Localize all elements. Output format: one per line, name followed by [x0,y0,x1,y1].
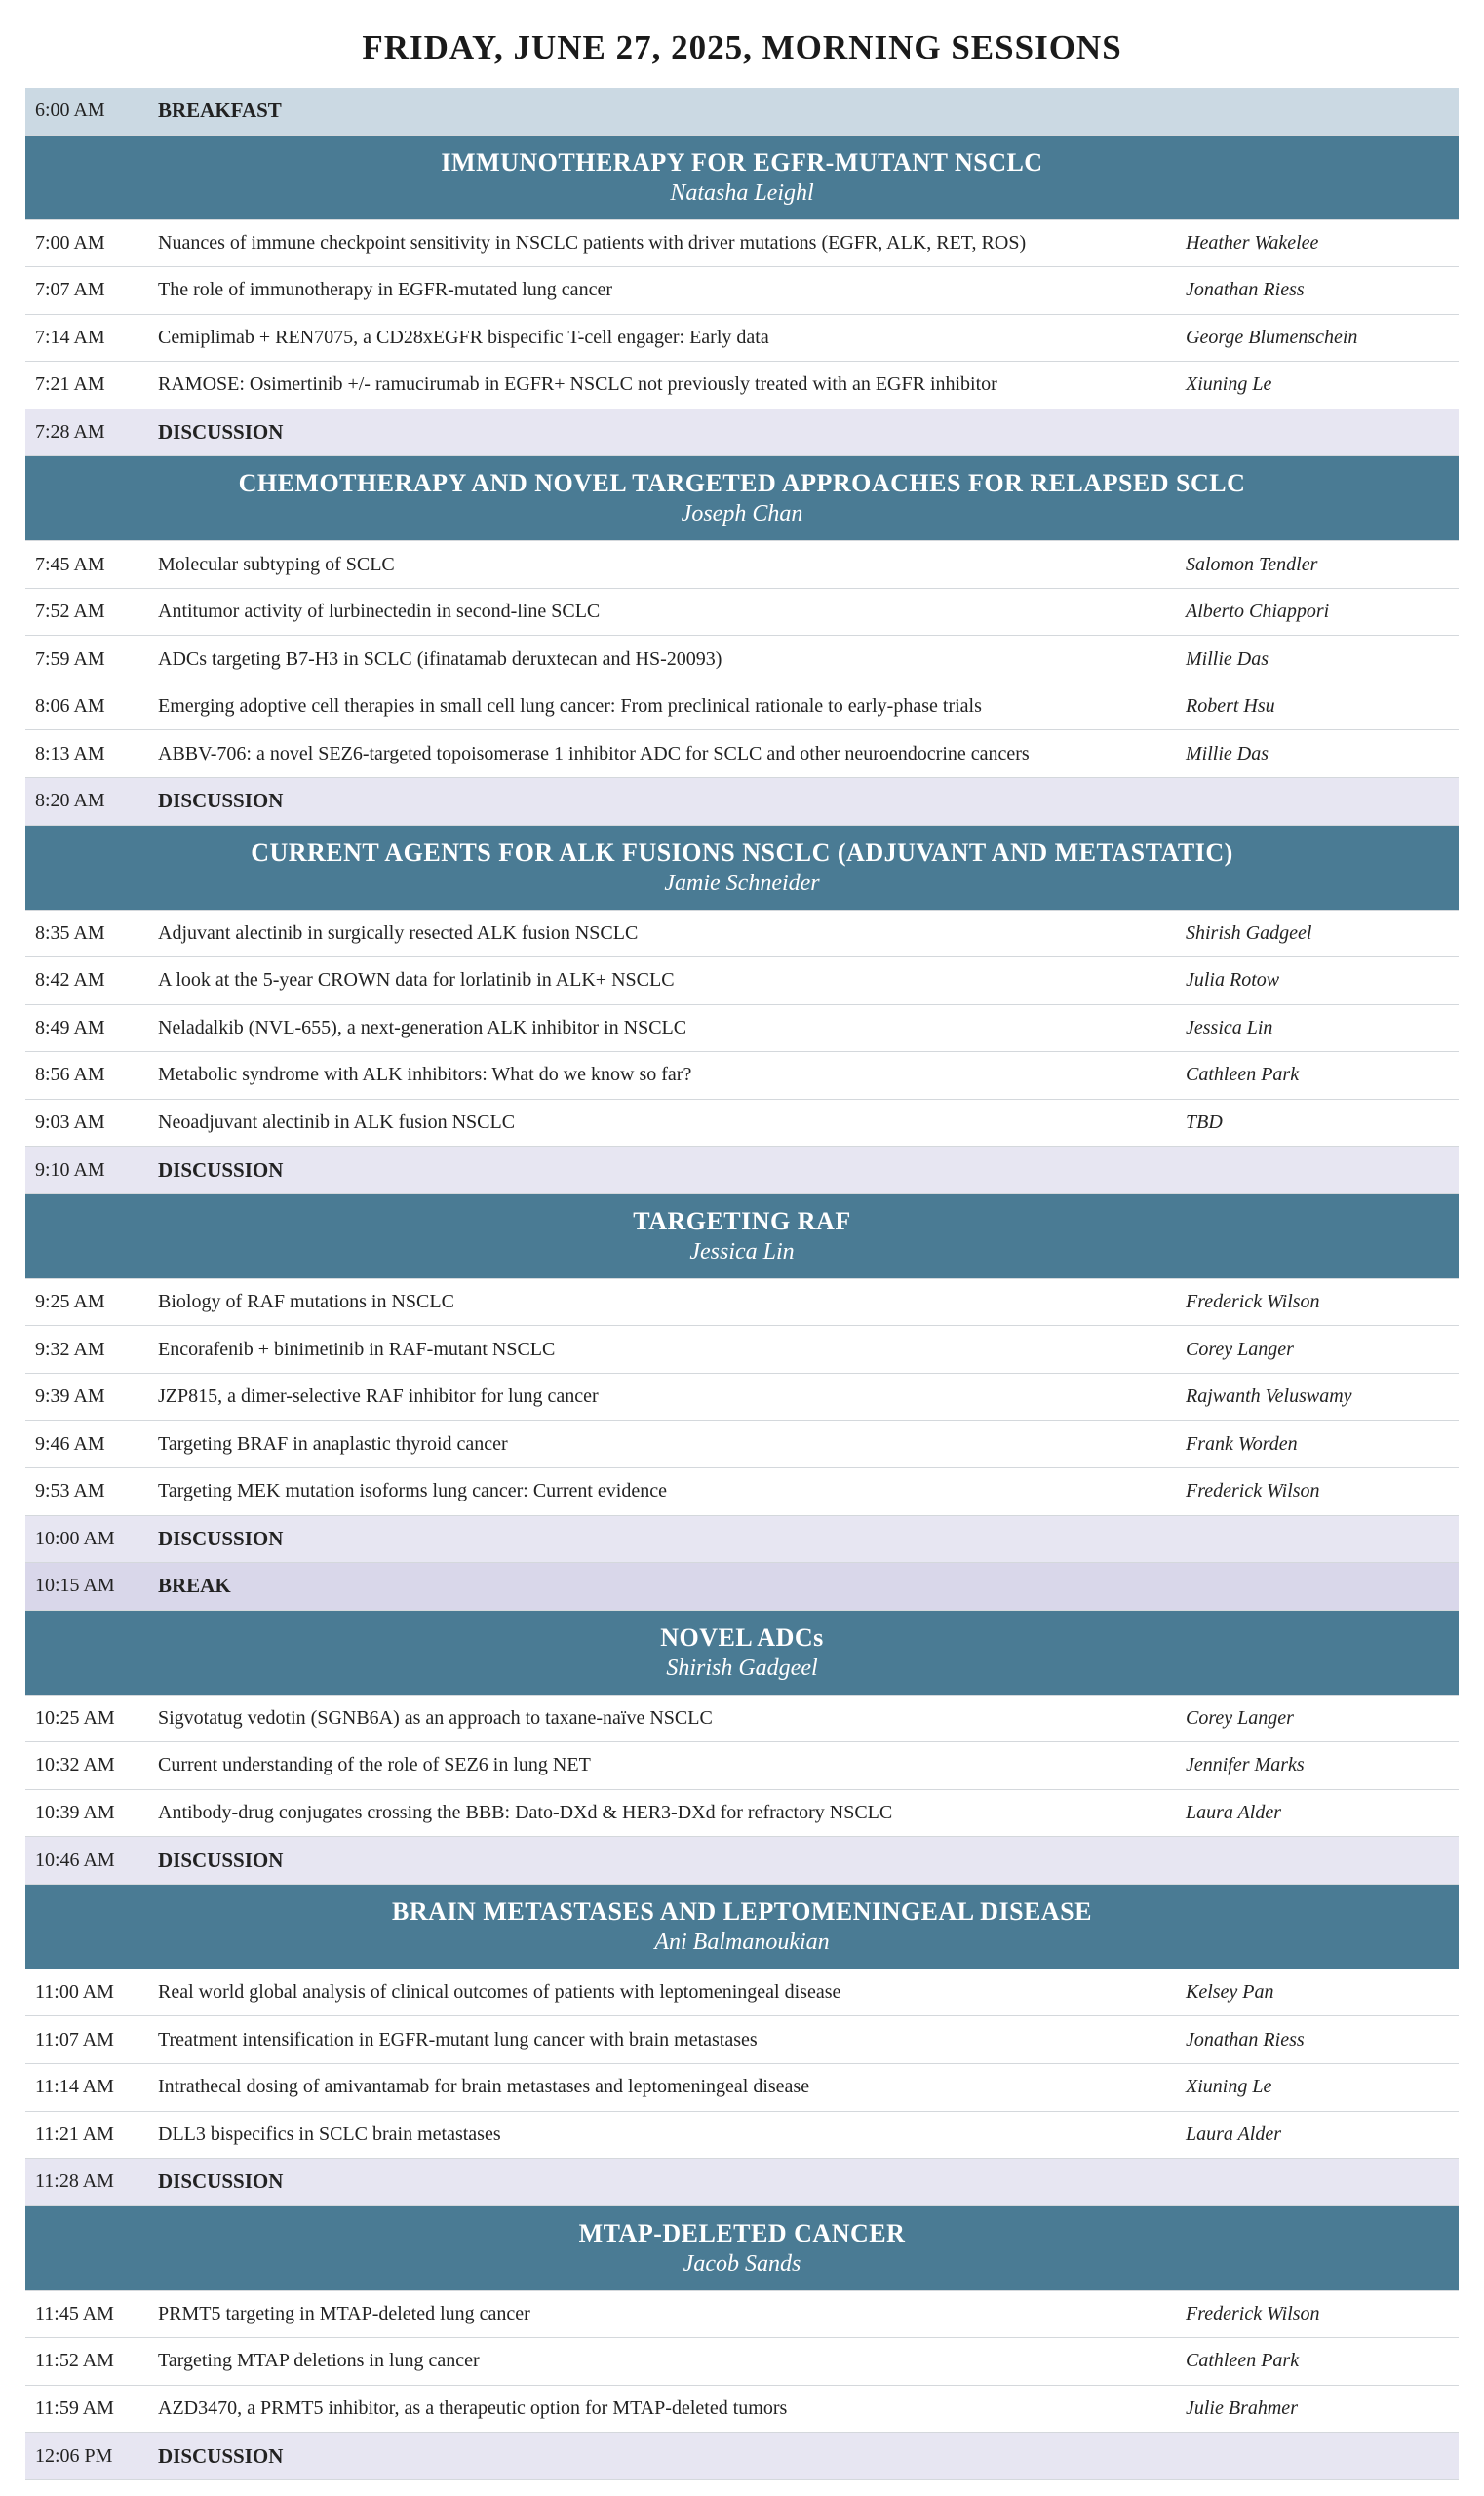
talk-row [25,636,1459,683]
talk-time: 9:46 AM [35,1432,105,1455]
session-chair: Shirish Gadgeel [666,1655,818,1681]
talk-speaker: Frederick Wilson [1186,2302,1320,2324]
discussion-time: 11:28 AM [35,2170,114,2193]
talk-title: A look at the 5-year CROWN data for lorlatinib in ALK+ NSCLC [158,969,675,992]
talk-time: 11:52 AM [35,2350,114,2372]
session-title: NOVEL ADCs [660,1622,824,1652]
discussion-time: 12:06 PM [35,2444,113,2467]
talk-speaker: Xiuning Le [1186,2076,1272,2098]
session-title: CHEMOTHERAPY AND NOVEL TARGETED APPROACHES FOR RELAPSED SCLC [238,469,1246,498]
schedule-table [25,88,1459,2480]
talk-time: 7:59 AM [35,647,105,670]
talk-time: 7:52 AM [35,601,105,623]
break-label: BREAK [158,1574,231,1598]
talk-title: Real world global analysis of clinical outcomes of patients with leptomeningeal disease [158,1981,841,2004]
talk-speaker: Frederick Wilson [1186,1480,1320,1502]
talk-title: JZP815, a dimer-selective RAF inhibitor for lung cancer [158,1385,599,1408]
talk-time: 8:42 AM [35,969,105,992]
discussion-time: 9:10 AM [35,1158,105,1181]
talk-title: The role of immunotherapy in EGFR-mutated lung cancer [158,279,612,301]
talk-speaker: Cathleen Park [1186,1064,1300,1086]
talk-speaker: Millie Das [1186,647,1269,670]
discussion-label: DISCUSSION [158,2443,284,2468]
talk-title: Current understanding of the role of SEZ6 in lung NET [158,1754,591,1776]
talk-time: 8:56 AM [35,1064,105,1086]
session-chair: Jacob Sands [683,2250,801,2277]
talk-speaker: Jonathan Riess [1186,279,1305,301]
breakfast-time: 6:00 AM [35,99,105,122]
discussion-row [25,1516,1459,1564]
talk-title: Emerging adoptive cell therapies in small cell lung cancer: From preclinical rationale to early-phase trials [158,695,982,718]
session-header [25,1194,1459,1279]
talk-time: 7:07 AM [35,279,105,301]
talk-time: 11:21 AM [35,2123,114,2145]
talk-row [25,1005,1459,1053]
discussion-label: DISCUSSION [158,1157,284,1182]
talk-title: ABBV-706: a novel SEZ6-targeted topoisomerase 1 inhibitor ADC for SCLC and other neuroendocrine cancers [158,742,1030,764]
talk-time: 7:21 AM [35,373,105,396]
session-chair: Jessica Lin [689,1238,795,1265]
discussion-time: 7:28 AM [35,421,105,443]
discussion-row [25,1147,1459,1194]
session-title: CURRENT AGENTS FOR ALK FUSIONS NSCLC (ADJUVANT AND METASTATIC) [251,838,1233,867]
talk-title: AZD3470, a PRMT5 inhibitor, as a therapeutic option for MTAP-deleted tumors [158,2397,788,2419]
talk-time: 8:06 AM [35,695,105,718]
talk-row [25,1279,1459,1327]
talk-time: 10:32 AM [35,1754,115,1776]
session-title: IMMUNOTHERAPY FOR EGFR-MUTANT NSCLC [441,147,1043,176]
talk-row [25,2016,1459,2064]
talk-row [25,1052,1459,1100]
talk-row [25,267,1459,315]
talk-row [25,1742,1459,1790]
discussion-time: 8:20 AM [35,790,105,812]
discussion-label: DISCUSSION [158,1848,284,1872]
discussion-row [25,778,1459,826]
breakfast-row [25,88,1459,136]
talk-title: Sigvotatug vedotin (SGNB6A) as an approach to taxane-naïve NSCLC [158,1706,713,1729]
talk-speaker: Jessica Lin [1186,1016,1273,1038]
talk-row [25,1696,1459,1743]
talk-title: Antibody-drug conjugates crossing the BBB: Dato-DXd & HER3-DXd for refractory NSCLC [158,1802,893,1824]
session-title: TARGETING RAF [633,1206,851,1235]
discussion-label: DISCUSSION [158,789,284,813]
talk-time: 9:53 AM [35,1480,105,1502]
talk-row [25,315,1459,363]
talk-speaker: Corey Langer [1186,1706,1294,1729]
talk-time: 11:59 AM [35,2397,114,2419]
session-header [25,2206,1459,2291]
talk-row [25,1100,1459,1148]
talk-time: 11:00 AM [35,1981,114,2004]
talk-speaker: Shirish Gadgeel [1186,921,1312,944]
talk-speaker: Cathleen Park [1186,2350,1300,2372]
talk-speaker: Jonathan Riess [1186,2028,1305,2050]
talk-time: 9:03 AM [35,1112,105,1134]
talk-row [25,2338,1459,2386]
discussion-row [25,2433,1459,2480]
talk-row [25,1790,1459,1838]
talk-title: Treatment intensification in EGFR-mutant lung cancer with brain metastases [158,2028,758,2050]
talk-speaker: Julia Rotow [1186,969,1280,992]
talk-time: 11:07 AM [35,2028,114,2050]
talk-speaker: Heather Wakelee [1186,231,1319,254]
talk-time: 8:49 AM [35,1016,105,1038]
session-header [25,1885,1459,1970]
talk-title: Nuances of immune checkpoint sensitivity in NSCLC patients with driver mutations (EGFR, ALK, RET, ROS) [158,231,1027,254]
talk-time: 11:14 AM [35,2076,114,2098]
talk-row [25,2112,1459,2160]
session-header [25,826,1459,911]
discussion-row [25,2159,1459,2206]
talk-title: Encorafenib + binimetinib in RAF-mutant NSCLC [158,1338,556,1360]
talk-row [25,362,1459,410]
talk-time: 9:39 AM [35,1385,105,1408]
talk-row [25,1468,1459,1516]
session-title: BRAIN METASTASES AND LEPTOMENINGEAL DISEASE [392,1896,1092,1926]
talk-title: ADCs targeting B7-H3 in SCLC (ifinatamab deruxtecan and HS-20093) [158,647,722,670]
talk-row [25,2291,1459,2339]
talk-speaker: Laura Alder [1186,2123,1281,2145]
talk-title: RAMOSE: Osimertinib +/- ramucirumab in EGFR+ NSCLC not previously treated with an EGFR inhibitor [158,373,997,396]
talk-title: Biology of RAF mutations in NSCLC [158,1291,454,1313]
talk-speaker: Robert Hsu [1186,695,1275,718]
talk-title: Cemiplimab + REN7075, a CD28xEGFR bispecific T-cell engager: Early data [158,326,769,348]
talk-speaker: Jennifer Marks [1186,1754,1305,1776]
discussion-label: DISCUSSION [158,420,284,444]
talk-speaker: Xiuning Le [1186,373,1272,396]
discussion-time: 10:00 AM [35,1527,115,1549]
talk-title: Molecular subtyping of SCLC [158,553,395,575]
session-chair: Joseph Chan [681,501,803,527]
talk-time: 7:14 AM [35,326,105,348]
break-time: 10:15 AM [35,1575,115,1597]
session-chair: Ani Balmanoukian [654,1929,830,1955]
talk-speaker: TBD [1186,1112,1223,1134]
talk-row [25,1421,1459,1468]
talk-speaker: Kelsey Pan [1186,1981,1274,2004]
session-header [25,1611,1459,1696]
talk-title: Targeting MTAP deletions in lung cancer [158,2350,480,2372]
discussion-time: 10:46 AM [35,1849,115,1871]
session-header [25,136,1459,220]
talk-time: 9:25 AM [35,1291,105,1313]
session-header [25,456,1459,541]
talk-title: Antitumor activity of lurbinectedin in second-line SCLC [158,601,601,623]
talk-row [25,957,1459,1005]
discussion-label: DISCUSSION [158,2169,284,2194]
talk-time: 8:13 AM [35,742,105,764]
talk-row [25,220,1459,268]
session-chair: Jamie Schneider [664,870,820,896]
talk-row [25,2386,1459,2434]
talk-speaker: Alberto Chiappori [1186,601,1330,623]
talk-time: 8:35 AM [35,921,105,944]
talk-row [25,541,1459,589]
session-chair: Natasha Leighl [670,179,814,206]
breakfast-label: BREAKFAST [158,98,282,123]
session-title: MTAP-DELETED CANCER [578,2218,906,2247]
talk-speaker: Frank Worden [1186,1432,1298,1455]
talk-row [25,730,1459,778]
talk-row [25,911,1459,958]
talk-time: 11:45 AM [35,2302,114,2324]
talk-speaker: George Blumenschein [1186,326,1358,348]
talk-title: Intrathecal dosing of amivantamab for brain metastases and leptomeningeal disease [158,2076,810,2098]
talk-row [25,1326,1459,1374]
talk-row [25,683,1459,731]
discussion-label: DISCUSSION [158,1526,284,1550]
discussion-row [25,1837,1459,1885]
talk-row [25,2064,1459,2112]
talk-time: 10:25 AM [35,1706,115,1729]
talk-speaker: Julie Brahmer [1186,2397,1298,2419]
talk-title: DLL3 bispecifics in SCLC brain metastases [158,2123,501,2145]
talk-speaker: Millie Das [1186,742,1269,764]
talk-title: Targeting BRAF in anaplastic thyroid cancer [158,1432,508,1455]
talk-time: 7:45 AM [35,553,105,575]
talk-speaker: Laura Alder [1186,1802,1281,1824]
talk-row [25,1970,1459,2017]
talk-speaker: Frederick Wilson [1186,1291,1320,1313]
talk-speaker: Rajwanth Veluswamy [1186,1385,1352,1408]
talk-title: Targeting MEK mutation isoforms lung cancer: Current evidence [158,1480,667,1502]
talk-time: 10:39 AM [35,1802,115,1824]
talk-time: 9:32 AM [35,1338,105,1360]
talk-speaker: Corey Langer [1186,1338,1294,1360]
talk-title: PRMT5 targeting in MTAP-deleted lung cancer [158,2302,530,2324]
page-title: FRIDAY, JUNE 27, 2025, MORNING SESSIONS [362,28,1122,66]
talk-title: Neoadjuvant alectinib in ALK fusion NSCLC [158,1112,516,1134]
talk-row [25,589,1459,637]
talk-title: Neladalkib (NVL-655), a next-generation ALK inhibitor in NSCLC [158,1016,687,1038]
talk-title: Adjuvant alectinib in surgically resected ALK fusion NSCLC [158,921,639,944]
talk-row [25,1374,1459,1422]
talk-title: Metabolic syndrome with ALK inhibitors: What do we know so far? [158,1064,692,1086]
talk-time: 7:00 AM [35,231,105,254]
break-row [25,1563,1459,1611]
talk-speaker: Salomon Tendler [1186,553,1318,575]
discussion-row [25,410,1459,457]
